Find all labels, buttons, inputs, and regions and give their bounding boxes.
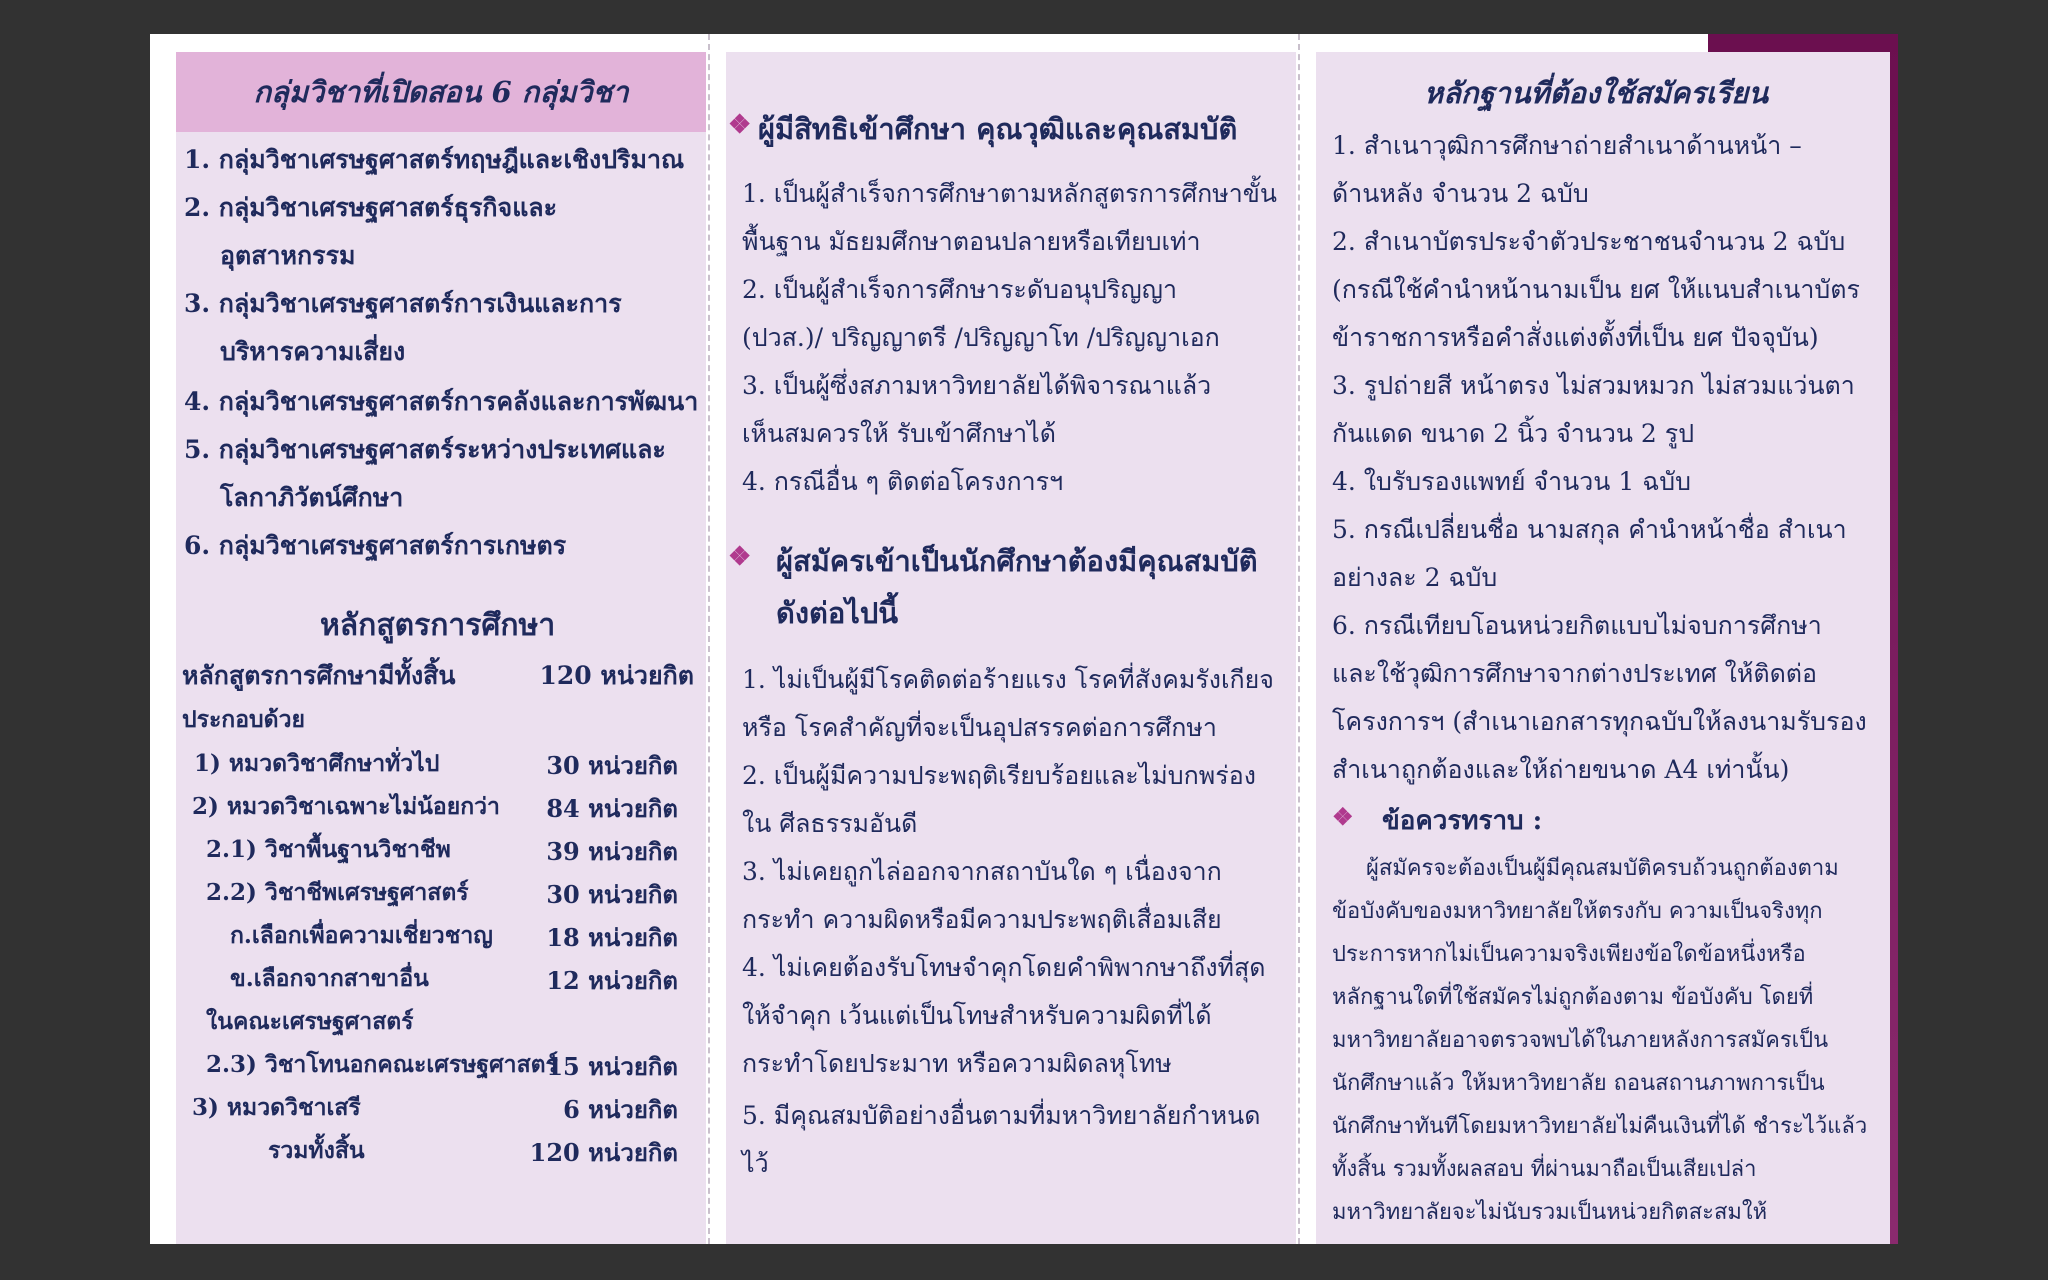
curriculum-title: หลักสูตรการศึกษา <box>320 608 556 643</box>
credit-value: 30 หน่วยกิต <box>546 751 678 780</box>
group-item: 2. กลุ่มวิชาเศรษฐศาสตร์ธุรกิจและ <box>184 193 558 222</box>
eligibility-line: 4. กรณีอื่น ๆ ติดต่อโครงการฯ <box>742 467 1064 496</box>
credit-label: 2.3) วิชาโทนอกคณะเศรษฐศาสตร์ <box>206 1051 558 1078</box>
notice-line: ประการหากไม่เป็นความจริงเพียงข้อใดข้อหนึ่งหรือ <box>1332 942 1806 967</box>
group-item: 6. กลุ่มวิชาเศรษฐศาสตร์การเกษตร <box>184 531 567 560</box>
total-credits-value: 120 หน่วยกิต <box>539 661 694 690</box>
notice-line: นักศึกษาแล้ว ให้มหาวิทยาลัย ถอนสถานภาพการเป็น <box>1332 1071 1825 1096</box>
document-line: กันแดด ขนาด 2 นิ้ว จำนวน 2 รูป <box>1332 419 1695 448</box>
qualification-line: 2. เป็นผู้มีความประพฤติเรียบร้อยและไม่บกพร่อง <box>742 761 1256 790</box>
credit-label: ก.เลือกเพื่อความเชี่ยวชาญ <box>230 922 493 949</box>
document-line: สำเนาถูกต้องและให้ถ่ายขนาด A4 เท่านั้น) <box>1332 755 1790 784</box>
credit-label: 3) หมวดวิชาเสรี <box>192 1094 361 1121</box>
group-item-cont: บริหารความเสี่ยง <box>220 337 406 366</box>
document-line: 6. กรณีเทียบโอนหน่วยกิตแบบไม่จบการศึกษา <box>1332 611 1822 640</box>
credit-value: 84 หน่วยกิต <box>546 794 678 823</box>
credit-value: 18 หน่วยกิต <box>546 923 678 952</box>
eligibility-line: 2. เป็นผู้สำเร็จการศึกษาระดับอนุปริญญา <box>742 275 1177 304</box>
credit-value: 30 หน่วยกิต <box>546 880 678 909</box>
group-item: 3. กลุ่มวิชาเศรษฐศาสตร์การเงินและการ <box>184 289 622 318</box>
documents-heading: หลักฐานที่ต้องใช้สมัครเรียน <box>1424 76 1769 110</box>
credit-value: 6 หน่วยกิต <box>563 1095 678 1124</box>
credit-value: 39 หน่วยกิต <box>546 837 678 866</box>
qualification-line: กระทำโดยประมาท หรือความผิดลหุโทษ <box>742 1049 1172 1078</box>
credit-value: 15 หน่วยกิต <box>546 1052 678 1081</box>
qualification-line: ไว้ <box>742 1149 769 1178</box>
credit-label: 2.1) วิชาพื้นฐานวิชาชีพ <box>206 836 451 863</box>
notice-heading: ข้อควรทราบ : <box>1382 806 1543 836</box>
notice-line: นักศึกษาทันทีโดยมหาวิทยาลัยไม่คืนเงินที่ได้ ชำระไว้แล้ว <box>1332 1114 1868 1139</box>
eligibility-line: 3. เป็นผู้ซึ่งสภามหาวิทยาลัยได้พิจารณาแล้ว <box>742 371 1212 400</box>
qualifications-heading-cont: ดังต่อไปนี้ <box>776 596 899 630</box>
document-line: โครงการฯ (สำเนาเอกสารทุกฉบับให้ลงนามรับรอง <box>1332 707 1867 736</box>
fold-line-2 <box>1298 34 1300 1244</box>
fold-line-1 <box>708 34 710 1244</box>
notice-line: หลักฐานใดที่ใช้สมัครไม่ถูกต้องตาม ข้อบังคับ โดยที่ <box>1332 985 1814 1010</box>
eligibility-line: เห็นสมควรให้ รับเข้าศึกษาได้ <box>742 419 1056 448</box>
credit-label: 2.2) วิชาชีพเศรษฐศาสตร์ <box>206 879 469 906</box>
qualification-line: 5. มีคุณสมบัติอย่างอื่นตามที่มหาวิทยาลัยกำหนด <box>742 1101 1261 1130</box>
diamond-bullet-icon: ❖ <box>1332 802 1354 831</box>
qualification-line: ใน ศีลธรรมอันดี <box>742 809 918 838</box>
credit-label: 1) หมวดวิชาศึกษาทั่วไป <box>194 750 440 777</box>
credit-label: ข.เลือกจากสาขาอื่น <box>230 965 429 992</box>
eligibility-heading: ผู้มีสิทธิเข้าศึกษา คุณวุฒิและคุณสมบัติ <box>758 112 1238 146</box>
qualifications-heading: ผู้สมัครเข้าเป็นนักศึกษาต้องมีคุณสมบัติ <box>776 544 1258 578</box>
diamond-bullet-icon: ❖ <box>728 542 752 572</box>
eligibility-line: พื้นฐาน มัธยมศึกษาตอนปลายหรือเทียบเท่า <box>742 227 1201 256</box>
qualification-line: 1. ไม่เป็นผู้มีโรคติดต่อร้ายแรง โรคที่สังคมรังเกียจ <box>742 665 1274 694</box>
diamond-bullet-icon: ❖ <box>728 110 752 140</box>
document-line: 4. ใบรับรองแพทย์ จำนวน 1 ฉบับ <box>1332 467 1691 496</box>
total-credits-label: หลักสูตรการศึกษามีทั้งสิ้น <box>182 661 456 690</box>
document-line: 1. สำเนาวุฒิการศึกษาถ่ายสำเนาด้านหน้า – <box>1332 131 1802 160</box>
group-item: 1. กลุ่มวิชาเศรษฐศาสตร์ทฤษฎีและเชิงปริมาณ <box>184 145 685 174</box>
document-line: ด้านหลัง จำนวน 2 ฉบับ <box>1332 179 1589 208</box>
group-item: 4. กลุ่มวิชาเศรษฐศาสตร์การคลังและการพัฒนา <box>184 387 699 416</box>
qualification-line: ให้จำคุก เว้นแต่เป็นโทษสำหรับความผิดที่ได้ <box>742 1001 1212 1030</box>
group-item-cont: อุตสาหกรรม <box>220 241 356 270</box>
eligibility-line: (ปวส.)/ ปริญญาตรี /ปริญญาโท /ปริญญาเอก <box>742 323 1220 352</box>
document-line: (กรณีใช้คำนำหน้านามเป็น ยศ ให้แนบสำเนาบัตร <box>1332 275 1860 304</box>
document-line: อย่างละ 2 ฉบับ <box>1332 563 1498 592</box>
notice-line: ผู้สมัครจะต้องเป็นผู้มีคุณสมบัติครบถ้วนถูกต้องตาม <box>1366 856 1839 881</box>
document-line: 2. สำเนาบัตรประจำตัวประชาชนจำนวน 2 ฉบับ <box>1332 227 1846 256</box>
group-item-cont: โลกาภิวัตน์ศึกษา <box>220 483 404 512</box>
document-line: 5. กรณีเปลี่ยนชื่อ นามสกุล คำนำหน้าชื่อ สำเนา <box>1332 515 1847 544</box>
document-line: และใช้วุฒิการศึกษาจากต่างประเทศ ให้ติดต่อ <box>1332 659 1818 688</box>
notice-line: มหาวิทยาลัยจะไม่นับรวมเป็นหน่วยกิตสะสมให้ <box>1332 1200 1768 1225</box>
consists-of-label: ประกอบด้วย <box>182 706 305 733</box>
qualification-line: กระทำ ความผิดหรือมีความประพฤติเสื่อมเสีย <box>742 905 1222 934</box>
credit-total-value: 120 หน่วยกิต <box>529 1138 678 1167</box>
document-line: 3. รูปถ่ายสี หน้าตรง ไม่สวมหมวก ไม่สวมแว่นตา <box>1332 371 1855 400</box>
eligibility-line: 1. เป็นผู้สำเร็จการศึกษาตามหลักสูตรการศึกษาขั้น <box>742 179 1277 208</box>
subject-groups-banner: กลุ่มวิชาที่เปิดสอน 6 กลุ่มวิชา <box>176 52 706 132</box>
credit-value: 12 หน่วยกิต <box>546 966 678 995</box>
document-line: ข้าราชการหรือคำสั่งแต่งตั้งที่เป็น ยศ ปัจจุบัน) <box>1332 323 1819 352</box>
credit-label: ในคณะเศรษฐศาสตร์ <box>206 1008 414 1035</box>
qualification-line: หรือ โรคสำคัญที่จะเป็นอุปสรรคต่อการศึกษา <box>742 713 1217 742</box>
notice-line: ข้อบังคับของมหาวิทยาลัยให้ตรงกับ ความเป็นจริงทุก <box>1332 899 1823 924</box>
group-item: 5. กลุ่มวิชาเศรษฐศาสตร์ระหว่างประเทศและ <box>184 435 666 464</box>
qualification-line: 3. ไม่เคยถูกไล่ออกจากสถาบันใด ๆ เนื่องจาก <box>742 857 1222 886</box>
notice-line: ทั้งสิ้น รวมทั้งผลสอบ ที่ผ่านมาถือเป็นเสียเปล่า <box>1332 1157 1757 1182</box>
notice-line: มหาวิทยาลัยอาจตรวจพบได้ในภายหลังการสมัครเป็น <box>1332 1028 1829 1053</box>
credit-total-label: รวมทั้งสิ้น <box>268 1137 365 1164</box>
accent-strip <box>1708 34 1898 52</box>
qualification-line: 4. ไม่เคยต้องรับโทษจำคุกโดยคำพิพากษาถึงที่สุด <box>742 953 1266 982</box>
credit-label: 2) หมวดวิชาเฉพาะไม่น้อยกว่า <box>192 793 500 820</box>
